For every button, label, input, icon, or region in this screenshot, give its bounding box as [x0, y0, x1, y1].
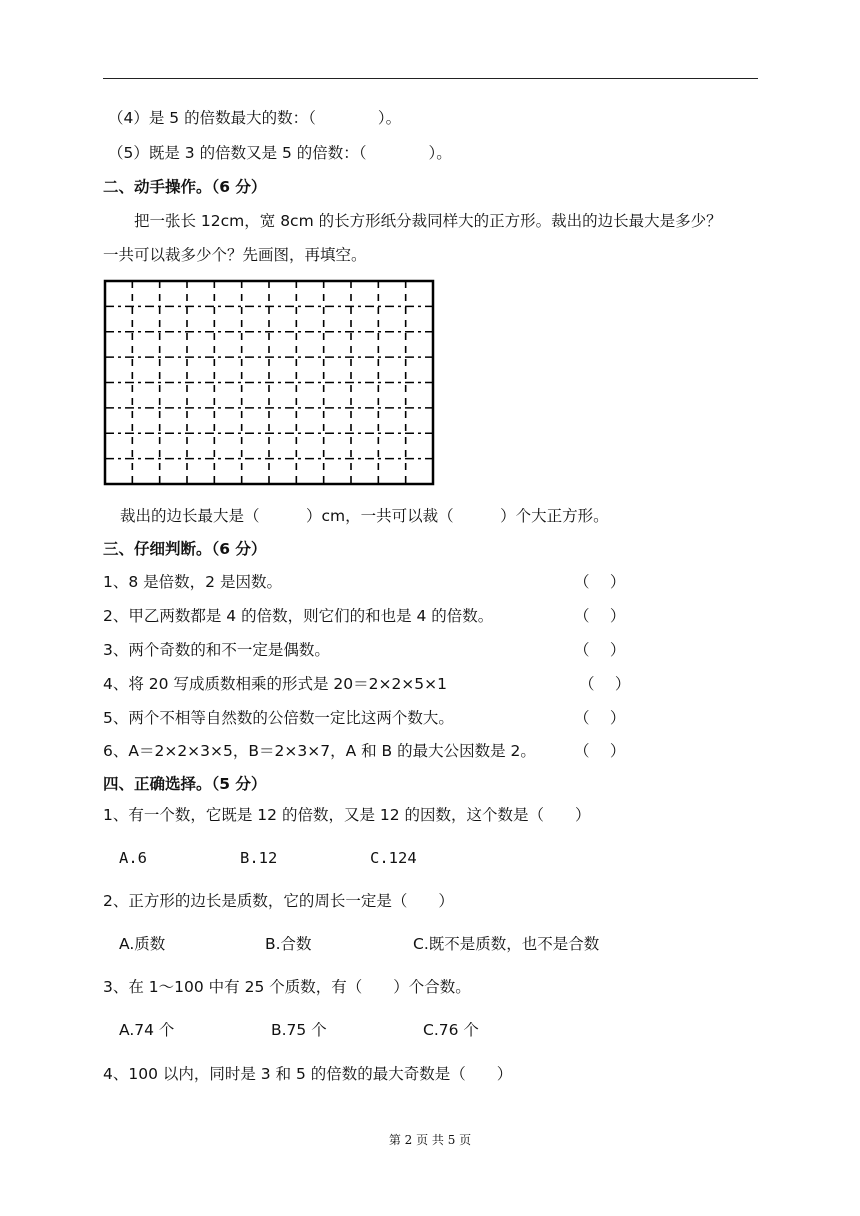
choice-3-option-c: C.76 个: [423, 1021, 479, 1039]
choice-question-2: 2、正方形的边长是质数，它的周长一定是（ ）: [103, 892, 454, 910]
section-4-heading: 四、正确选择。（5 分）: [103, 775, 267, 793]
judge-answer-4: （ ）: [579, 675, 631, 693]
judge-item-1: 1、8 是倍数，2 是因数。: [103, 573, 282, 591]
choice-2-option-c: C.既不是质数，也不是合数: [413, 935, 600, 953]
choice-1-option-b: B.12: [240, 849, 278, 867]
choice-3-option-b: B.75 个: [271, 1021, 327, 1039]
judge-answer-3: （ ）: [574, 641, 626, 659]
judge-item-6: 6、A＝2×2×3×5，B＝2×3×7，A 和 B 的最大公因数是 2。: [103, 742, 536, 760]
grid-paper: [103, 279, 435, 486]
judge-answer-2: （ ）: [574, 607, 626, 625]
section-2-paragraph-line2: 一共可以裁多少个？先画图，再填空。: [103, 246, 367, 264]
section-2-answer-line: 裁出的边长最大是（ ）cm，一共可以裁（ ）个大正方形。: [120, 507, 609, 525]
judge-item-3: 3、两个奇数的和不一定是偶数。: [103, 641, 330, 659]
judge-answer-6: （ ）: [574, 742, 626, 760]
judge-answer-1: （ ）: [574, 573, 626, 591]
judge-answer-5: （ ）: [574, 709, 626, 727]
fill-item-5: （5）既是 3 的倍数又是 5 的倍数：（ ）。: [108, 144, 452, 162]
choice-1-option-a: A.6: [119, 849, 147, 867]
choice-3-option-a: A.74 个: [119, 1021, 175, 1039]
choice-1-option-c: C.124: [370, 849, 417, 867]
choice-question-1: 1、有一个数，它既是 12 的倍数，又是 12 的因数，这个数是（ ）: [103, 806, 591, 824]
header-rule: [103, 78, 758, 79]
page-footer: 第 2 页 共 5 页: [388, 1133, 472, 1147]
section-2-heading: 二、动手操作。（6 分）: [103, 178, 267, 196]
choice-question-4: 4、100 以内，同时是 3 和 5 的倍数的最大奇数是（ ）: [103, 1065, 513, 1083]
choice-2-option-a: A.质数: [119, 935, 166, 953]
judge-item-4: 4、将 20 写成质数相乘的形式是 20＝2×2×5×1: [103, 675, 447, 693]
choice-2-option-b: B.合数: [265, 935, 312, 953]
section-3-heading: 三、仔细判断。（6 分）: [103, 540, 267, 558]
judge-item-2: 2、甲乙两数都是 4 的倍数，则它们的和也是 4 的倍数。: [103, 607, 494, 625]
judge-item-5: 5、两个不相等自然数的公倍数一定比这两个数大。: [103, 709, 454, 727]
fill-item-4: （4）是 5 的倍数最大的数：（ ）。: [108, 109, 402, 127]
choice-question-3: 3、在 1～100 中有 25 个质数，有（ ）个合数。: [103, 978, 471, 996]
section-2-paragraph-line1: 把一张长 12cm，宽 8cm 的长方形纸分裁同样大的正方形。裁出的边长最大是多少？: [134, 212, 722, 230]
